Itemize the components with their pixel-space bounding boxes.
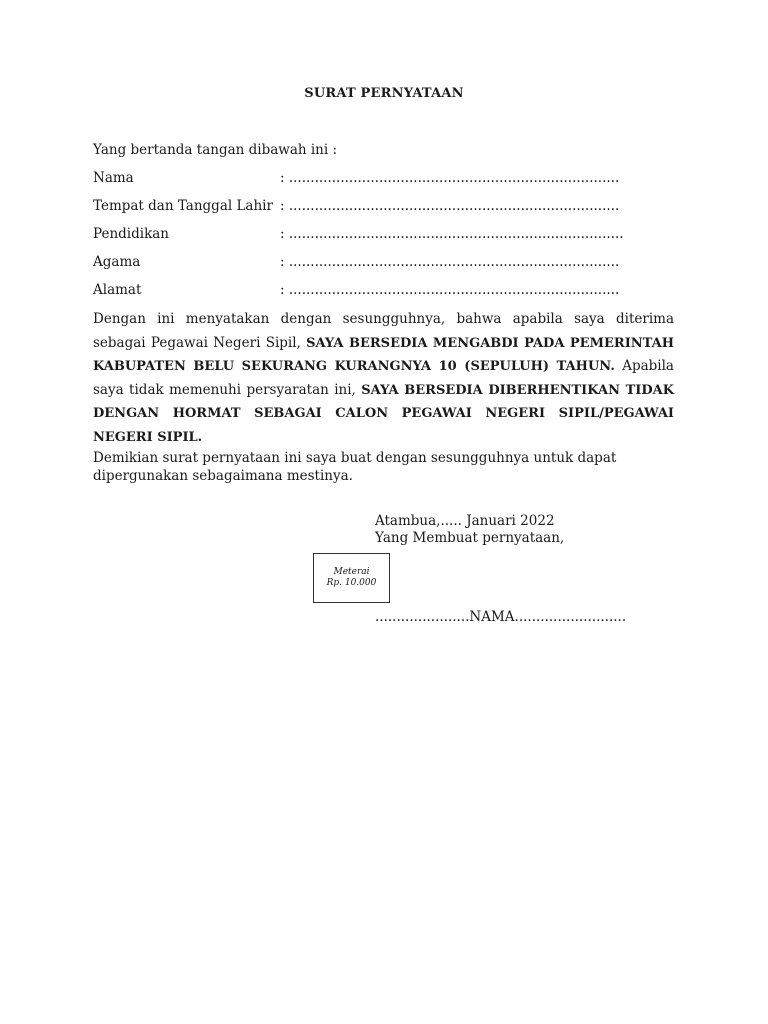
place-date: Atambua,..... Januari 2022 — [375, 513, 555, 529]
field-row-alamat — [93, 282, 683, 310]
statement-text: Dengan ini menyatakan dengan sesungguhnya, bahwa apabila saya diterima sebagai Pegawai Negeri Sipil, — [93, 311, 674, 351]
stamp-duty-box — [313, 553, 390, 603]
field-row-agama — [93, 254, 683, 282]
identity-fields — [93, 170, 683, 310]
statement-bold-commitment: SAYA BERSEDIA MENGABDI PADA PEMERINTAH KABUPATEN BELU SEKURANG KURANGNYA 10 (SEPULUH) TAHUN. — [93, 335, 674, 374]
field-value: : ............................................................................. — [280, 254, 620, 270]
signatory-caption: Yang Membuat pernyataan, — [375, 530, 565, 546]
signature-name-line: ......................NAMA.......................... — [375, 609, 627, 625]
closing-paragraph: Demikian surat pernyataan ini saya buat dengan sesungguhnya untuk dapat dipergunakan sebagaimana mestinya. — [93, 450, 617, 484]
statement-bold-consequence: SAYA BERSEDIA DIBERHENTIKAN TIDAK DENGAN HORMAT SEBAGAI CALON PEGAWAI NEGERI SIPIL/PEGAWAI NEGERI SIPIL. — [93, 382, 675, 445]
field-label: Tempat dan Tanggal Lahir — [93, 198, 273, 214]
intro-text: Yang bertanda tangan dibawah ini : — [93, 142, 338, 158]
field-row-nama — [93, 170, 683, 198]
stamp-amount: Rp. 10.000 — [326, 578, 377, 588]
statement-paragraph — [93, 308, 674, 449]
field-label: Nama — [93, 170, 134, 186]
field-value: : ............................................................................. — [280, 282, 620, 298]
stamp-label: Meterai — [333, 567, 370, 577]
field-value: : .............................................................................. — [280, 226, 624, 242]
statement-text: Apabila saya tidak memenuhi persyaratan ini, — [93, 358, 674, 398]
field-value: : ............................................................................. — [280, 198, 620, 214]
field-label: Alamat — [93, 282, 142, 298]
document-title: SURAT PERNYATAAN — [304, 86, 464, 101]
field-value: : ............................................................................. — [280, 170, 620, 186]
field-row-tempat-tanggal-lahir — [93, 198, 683, 226]
field-row-pendidikan — [93, 226, 683, 254]
field-label: Agama — [93, 254, 141, 270]
field-label: Pendidikan — [93, 226, 170, 242]
